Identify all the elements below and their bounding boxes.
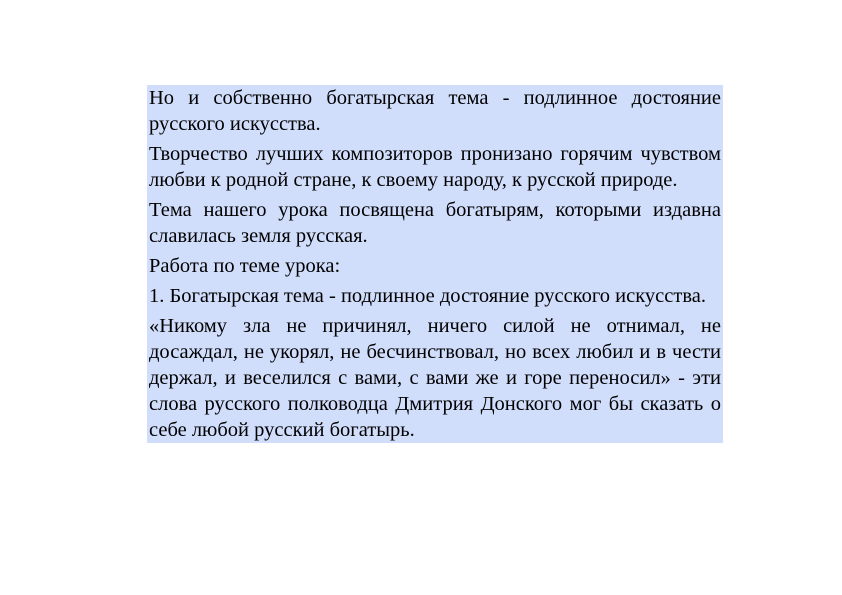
paragraph-intro: Но и собственно богатырская тема - подлинное достояние русского искусства.: [149, 87, 721, 135]
paragraph-quote: «Никому зла не причинял, ничего силой не отнимал, не досаждал, не укорял, не бесчинствовал, но всех любил и в чести держал, и веселился с вами, с вами же и горе переносил» - эти слова русского полководца Дмитрия Донского мог бы сказать о себе любой русский богатырь.: [149, 315, 721, 441]
paragraph-lesson-topic: Тема нашего урока посвящена богатырям, которыми издавна славилась земля русская.: [149, 199, 721, 247]
paragraph-composers: Творчество лучших композиторов пронизано горячим чувством любви к родной стране, к своему народу, к русской природе.: [149, 143, 721, 191]
paragraph-point-one: 1. Богатырская тема - подлинное достояние русского искусства.: [149, 285, 706, 307]
highlighted-text-block: [147, 85, 723, 443]
paragraph-work-heading: Работа по теме урока:: [149, 255, 341, 277]
